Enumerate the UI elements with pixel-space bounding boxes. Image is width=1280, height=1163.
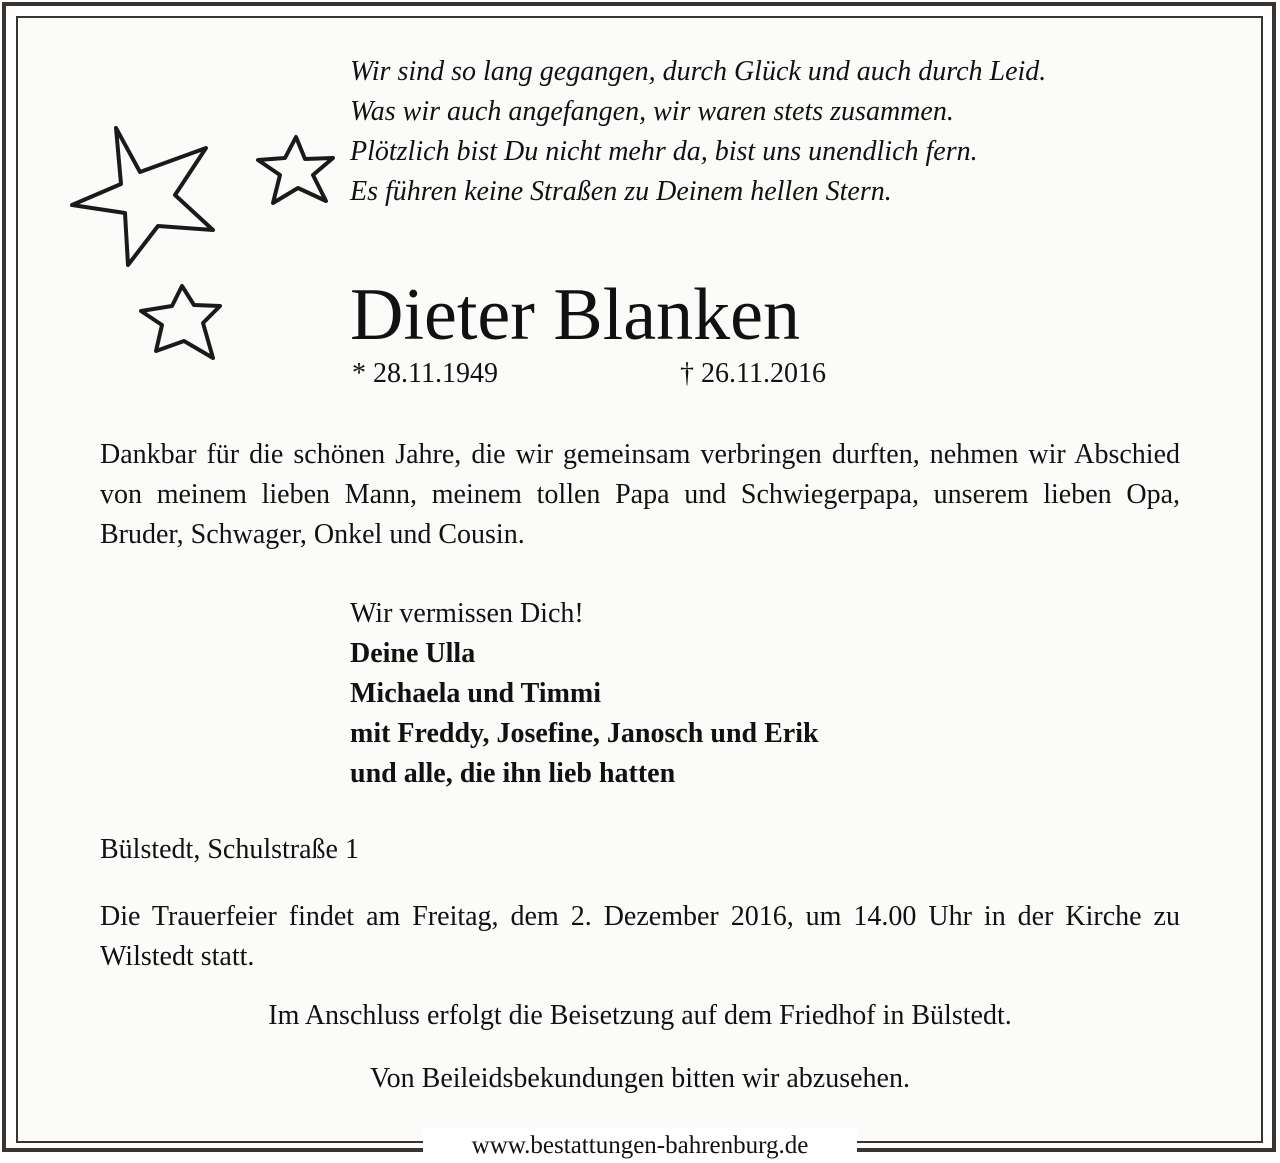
ceremony-info: Die Trauerfeier findet am Freitag, dem 2. Dezember 2016, um 14.00 Uhr in der Kirche zu Wilstedt statt. <box>100 901 1180 972</box>
poem-line: Wir sind so lang gegangen, durch Glück und auch durch Leid. <box>350 56 1047 87</box>
poem <box>350 52 1046 212</box>
poem-line: Plötzlich bist Du nicht mehr da, bist uns unendlich fern. <box>350 136 978 167</box>
signature-name: Deine Ulla <box>350 638 476 669</box>
signature-block <box>350 594 819 794</box>
poem-line: Es führen keine Straßen zu Deinem hellen Stern. <box>350 176 892 207</box>
birth-date: * 28.11.1949 <box>352 358 498 389</box>
poem-line: Was wir auch angefangen, wir waren stets zusammen. <box>350 96 954 127</box>
address: Bülstedt, Schulstraße 1 <box>100 834 359 865</box>
star-icon <box>141 286 220 358</box>
burial-info: Im Anschluss erfolgt die Beisetzung auf dem Friedhof in Bülstedt. <box>268 1000 1012 1031</box>
signature-name: Michaela und Timmi <box>350 678 602 709</box>
website-link[interactable]: www.bestattungen-bahrenburg.de <box>423 1128 857 1163</box>
star-icon <box>72 128 213 265</box>
star-icon <box>258 137 333 203</box>
signature-name: und alle, die ihn lieb hatten <box>350 758 676 789</box>
signature-name: mit Freddy, Josefine, Janosch und Erik <box>350 718 819 749</box>
signature-intro: Wir vermissen Dich! <box>350 598 584 629</box>
deceased-name: Dieter Blanken <box>350 274 800 356</box>
farewell-message: Dankbar für die schönen Jahre, die wir gemeinsam verbringen durften, nehmen wir Abschied von meinem lieben Mann, meinem tollen Papa und Schwiegerpapa, unserem lieben Opa, Bruder, Schwager, Onkel und Cousin. <box>100 439 1180 550</box>
death-date: † 26.11.2016 <box>680 358 826 389</box>
condolences-note: Von Beileidsbekundungen bitten wir abzusehen. <box>370 1063 910 1094</box>
